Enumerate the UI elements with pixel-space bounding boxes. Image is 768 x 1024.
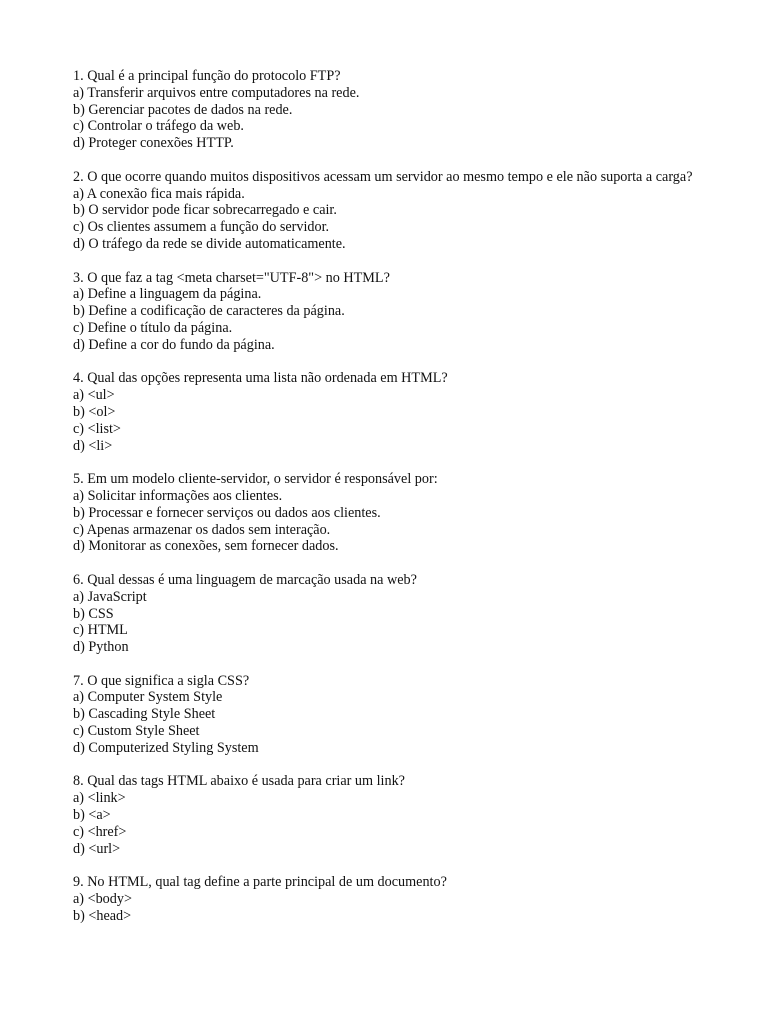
question-text: 9. No HTML, qual tag define a parte principal de um documento? xyxy=(73,874,447,891)
question-6 xyxy=(73,572,703,656)
option-a: a) JavaScript xyxy=(73,588,147,605)
option-b: b) Gerenciar pacotes de dados na rede. xyxy=(73,101,293,118)
question-4 xyxy=(73,370,703,454)
question-text: 6. Qual dessas é uma linguagem de marcação usada na web? xyxy=(73,571,417,588)
question-8 xyxy=(73,773,703,857)
option-d: d) O tráfego da rede se divide automaticamente. xyxy=(73,235,346,252)
option-d: d) <url> xyxy=(73,840,121,857)
option-a: a) <link> xyxy=(73,790,126,807)
option-d: d) Proteger conexões HTTP. xyxy=(73,135,234,152)
option-b: b) Processar e fornecer serviços ou dados aos clientes. xyxy=(73,504,381,521)
question-text: 1. Qual é a principal função do protocolo FTP? xyxy=(73,68,341,84)
option-b: b) O servidor pode ficar sobrecarregado e cair. xyxy=(73,202,337,219)
question-5 xyxy=(73,471,703,555)
option-d: d) Define a cor do fundo da página. xyxy=(73,336,275,353)
option-a: a) <body> xyxy=(73,891,132,908)
question-9 xyxy=(73,874,703,924)
option-a: a) Solicitar informações aos clientes. xyxy=(73,487,283,504)
option-c: c) Custom Style Sheet xyxy=(73,723,200,740)
option-d: d) <li> xyxy=(73,437,113,454)
option-c: c) <list> xyxy=(73,420,121,437)
option-a: a) Define a linguagem da página. xyxy=(73,286,262,303)
option-a: a) Transferir arquivos entre computadores na rede. xyxy=(73,84,360,101)
option-c: c) HTML xyxy=(73,622,128,639)
option-b: b) CSS xyxy=(73,605,114,622)
question-text: 5. Em um modelo cliente-servidor, o servidor é responsável por: xyxy=(73,471,438,488)
option-a: a) Computer System Style xyxy=(73,689,223,706)
option-d: d) Computerized Styling System xyxy=(73,739,259,756)
option-a: a) <ul> xyxy=(73,387,115,404)
document-page xyxy=(73,68,703,941)
question-2 xyxy=(73,169,703,253)
question-text: 4. Qual das opções representa uma lista não ordenada em HTML? xyxy=(73,370,448,387)
question-text: 3. O que faz a tag <meta charset="UTF-8"> no HTML? xyxy=(73,269,390,286)
question-3 xyxy=(73,270,703,354)
option-d: d) Python xyxy=(73,639,129,656)
question-text: 7. O que significa a sigla CSS? xyxy=(73,672,250,689)
option-c: c) Os clientes assumem a função do servidor. xyxy=(73,219,330,236)
option-b: b) <head> xyxy=(73,907,132,924)
option-c: c) Define o título da página. xyxy=(73,319,233,336)
option-d: d) Monitorar as conexões, sem fornecer dados. xyxy=(73,538,339,555)
question-1 xyxy=(73,68,703,152)
option-a: a) A conexão fica mais rápida. xyxy=(73,185,245,202)
option-c: c) Controlar o tráfego da web. xyxy=(73,118,244,135)
question-text: 8. Qual das tags HTML abaixo é usada para criar um link? xyxy=(73,773,405,790)
option-b: b) Define a codificação de caracteres da página. xyxy=(73,303,345,320)
option-b: b) Cascading Style Sheet xyxy=(73,706,216,723)
option-c: c) <href> xyxy=(73,823,127,840)
question-text: 2. O que ocorre quando muitos dispositivos acessam um servidor ao mesmo tempo e ele não suporta a carga? xyxy=(73,168,693,185)
option-c: c) Apenas armazenar os dados sem interação. xyxy=(73,521,331,538)
option-b: b) <a> xyxy=(73,807,111,824)
question-7 xyxy=(73,673,703,757)
option-b: b) <ol> xyxy=(73,403,116,420)
